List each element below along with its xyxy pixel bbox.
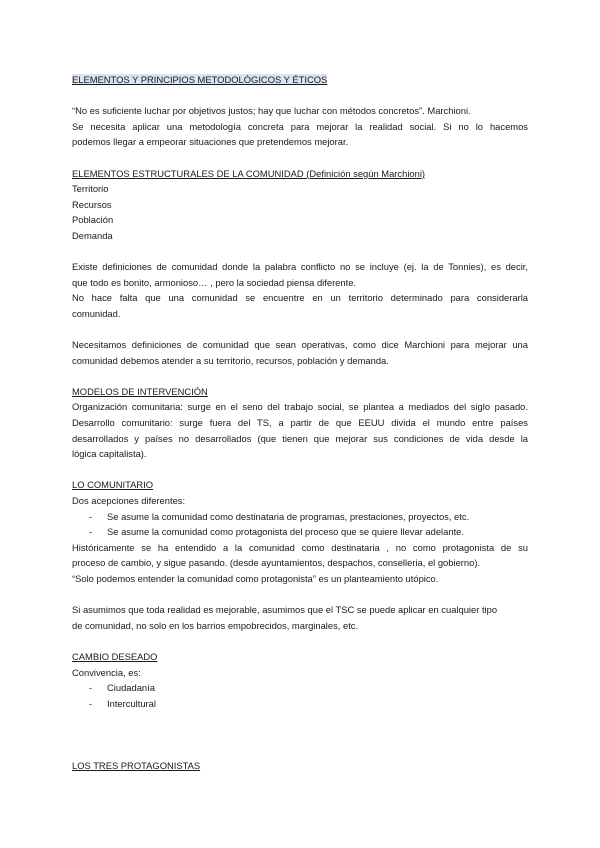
cambio-lead: Convivencia, es: xyxy=(72,666,141,678)
bullet-dash: - xyxy=(89,510,93,522)
bullet-text: Se asume la comunidad como protagonista del proceso que se quiere llevar adelante. xyxy=(107,526,464,538)
bullet-text: Intercultural xyxy=(107,697,156,709)
paragraph-line: proceso de cambio, y sigue pasando. (desde ayuntamientos, despachos, conselleria, el gobierno). xyxy=(72,557,481,569)
paragraph-line: lógica capitalista). xyxy=(72,448,147,460)
paragraph-conflicto xyxy=(72,259,528,321)
paragraph-line: desarrollados y países no desarrollados (que tienen que mejorar sus condiciones de vida desde la xyxy=(72,432,528,444)
list-item xyxy=(72,696,528,712)
list-item xyxy=(72,524,528,540)
bullet-dash: - xyxy=(89,697,93,709)
comunitario-bullets xyxy=(72,509,528,540)
page-title: ELEMENTOS Y PRINCIPIOS METODOLÓGICOS Y ÉTICOS xyxy=(72,74,328,85)
intro-quote-line: “No es suficiente luchar por objetivos justos; hay que luchar con métodos concretos”. Marchioni. xyxy=(72,105,471,117)
elementos-list xyxy=(72,181,528,243)
heading-comunitario: LO COMUNITARIO xyxy=(72,479,154,491)
document-page xyxy=(72,70,528,774)
list-item: Territorio xyxy=(72,183,109,195)
paragraph-line: comunidad debemos atender a su territorio, recursos, población y demanda. xyxy=(72,354,389,366)
paragraph-operativas xyxy=(72,337,528,368)
intro-line: podemos llegar a empeorar situaciones que pretendemos mejorar. xyxy=(72,136,349,148)
comunitario-paragraph xyxy=(72,540,528,587)
paragraph-line: Históricamente se ha entendido a la comunidad como destinataria , no como protagonista de su xyxy=(72,541,528,553)
comunitario-paragraph-2 xyxy=(72,602,528,633)
list-item xyxy=(72,680,528,696)
list-item xyxy=(72,509,528,525)
bullet-text: Ciudadanía xyxy=(107,682,155,694)
modelos-paragraph xyxy=(72,399,528,461)
paragraph-line: Organización comunitaria: surge en el seno del trabajo social, se plantea a mediados del siglo pasado. xyxy=(72,401,528,413)
list-item: Recursos xyxy=(72,198,112,210)
paragraph-line: comunidad. xyxy=(72,307,121,319)
intro-line: Se necesita aplicar una metodología concreta para mejorar la realidad social. Si no lo hacemos xyxy=(72,120,528,132)
paragraph-line: que todo es bonito, armonioso… , pero la sociedad piensa diferente. xyxy=(72,276,357,288)
comunitario-lead: Dos acepciones diferentes: xyxy=(72,495,186,507)
heading-protagonistas: LOS TRES PROTAGONISTAS xyxy=(72,760,201,772)
list-item: Población xyxy=(72,214,114,226)
paragraph-line: de comunidad, no solo en los barrios empobrecidos, marginales, etc. xyxy=(72,619,359,631)
heading-cambio: CAMBIO DESEADO xyxy=(72,650,158,662)
bullet-dash: - xyxy=(89,526,93,538)
paragraph-line: Existe definiciones de comunidad donde la palabra conflicto no se incluye (ej. la de Tonnies), es decir, xyxy=(72,261,528,273)
intro-paragraph xyxy=(72,103,528,150)
paragraph-line: “Solo podemos entender la comunidad como protagonista” es un planteamiento utópico. xyxy=(72,573,439,584)
paragraph-line: Necesitamos definiciones de comunidad que sean operativas, como dice Marchioni para mejorar una xyxy=(72,339,528,351)
heading-modelos: MODELOS DE INTERVENCIÓN xyxy=(72,385,208,397)
bullet-dash: - xyxy=(89,682,93,694)
bullet-text: Se asume la comunidad como destinataria de programas, prestaciones, proyectos, etc. xyxy=(107,510,470,522)
paragraph-line: Si asumimos que toda realidad es mejorable, asumimos que el TSC se puede aplicar en cualquier tipo xyxy=(72,604,498,616)
list-item: Demanda xyxy=(72,229,113,241)
title-block xyxy=(72,72,528,88)
cambio-bullets xyxy=(72,680,528,711)
paragraph-line: Desarrollo comunitario: surge fuera del TS, a partir de que EEUU divida el mundo entre países xyxy=(72,417,528,429)
heading-elementos: ELEMENTOS ESTRUCTURALES DE LA COMUNIDAD (Definición según Marchioni) xyxy=(72,167,426,179)
paragraph-line: No hace falta que una comunidad se encuentre en un territorio determinado para considerarla xyxy=(72,292,528,304)
